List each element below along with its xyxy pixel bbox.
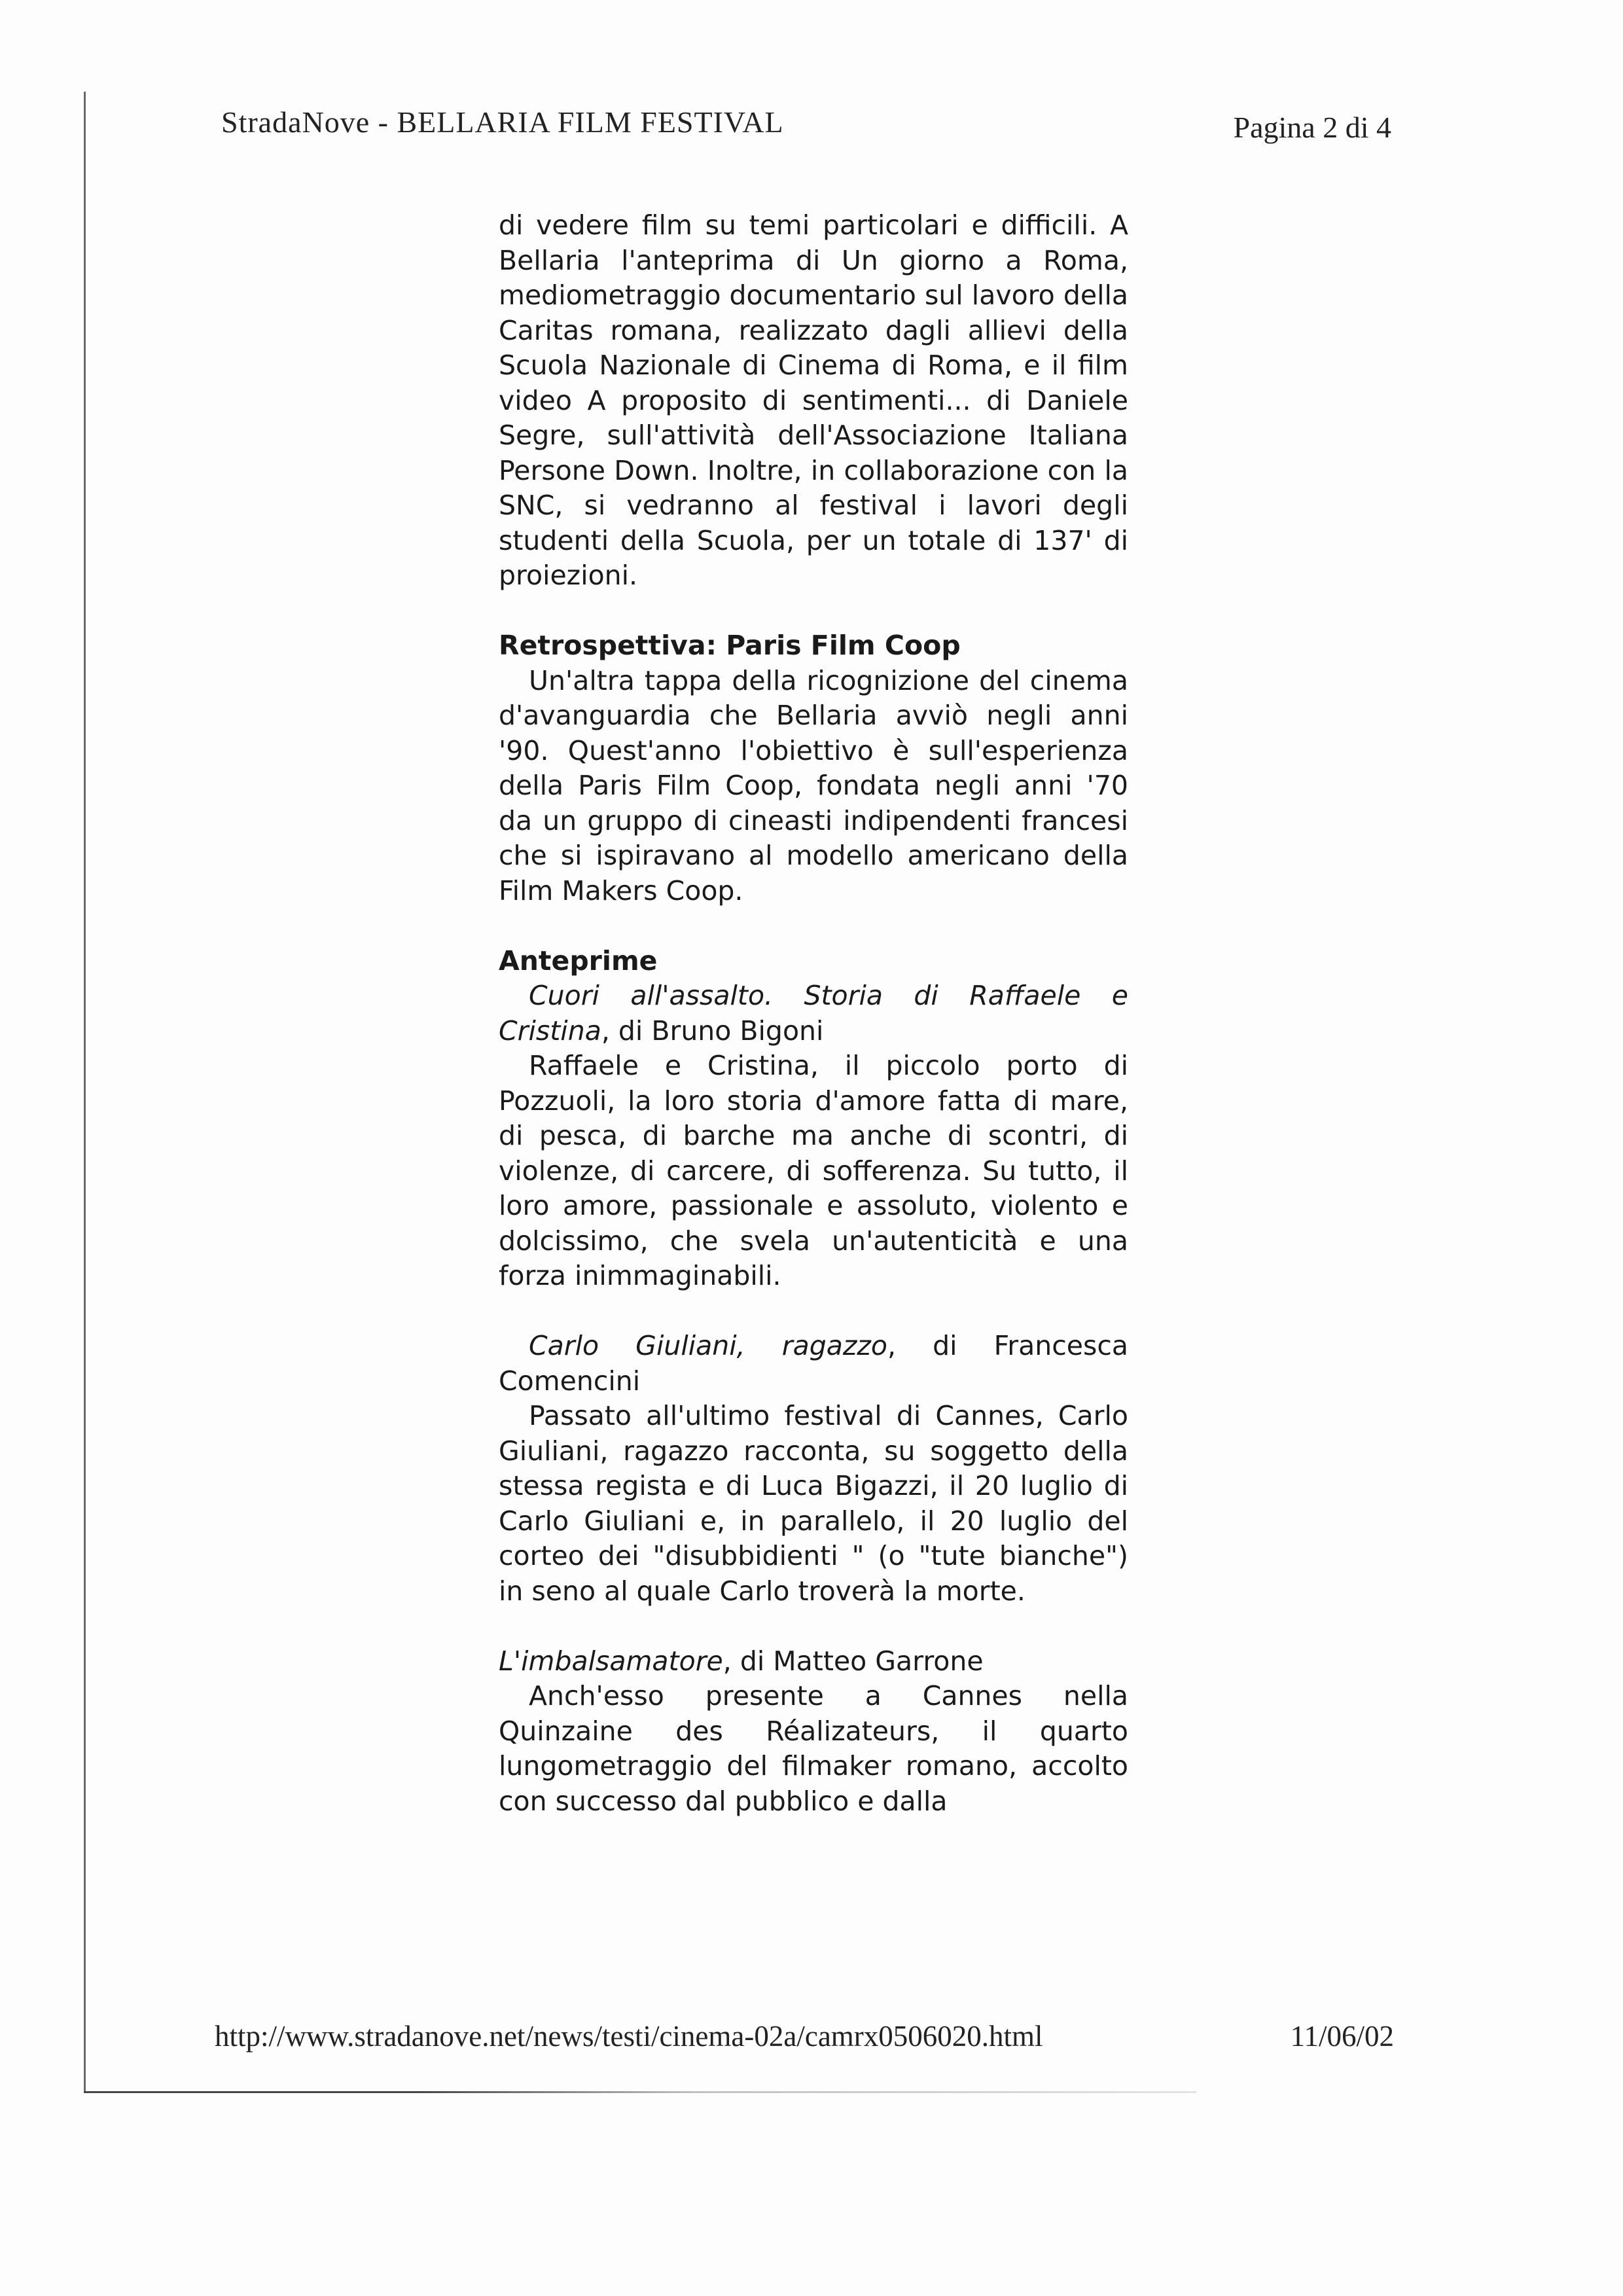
scan-border-left — [84, 92, 86, 2091]
film-director: , di Bruno Bigoni — [601, 1014, 824, 1047]
anteprime-heading: Anteprime — [499, 944, 658, 977]
film-description: Passato all'ultimo festival di Cannes, Carlo Giuliani, ragazzo racconta, su soggetto della stessa regista e di Luca Bigazzi, il 20 luglio di Carlo Giuliani e, in parallelo, il 20 luglio del corteo dei "disubbidienti " (o "tute bianche") in seno al quale Carlo troverà la morte. — [499, 1400, 1128, 1607]
header-page-number: Pagina 2 di 4 — [1233, 111, 1391, 144]
film-director: , di Francesca Comencini — [499, 1330, 1128, 1397]
spacer — [499, 1294, 1128, 1329]
retro-paragraph: Un'altra tappa della ricognizione del cinema d'avanguardia che Bellaria avviò negli anni '90. Quest'anno l'obiettivo è sull'esperienza della Paris Film Coop, fondata negli anni '70 da un gruppo di cineasti indipendenti francesi che si ispiravano al modello americano della Film Makers Coop. — [499, 664, 1128, 906]
film-description: Anch'esso presente a Cannes nella Quinzaine des Réalizateurs, il quarto lungometraggio del filmaker romano, accolto con successo dal pubblico e dalla — [499, 1680, 1128, 1817]
film-director: , di Matteo Garrone — [722, 1645, 984, 1677]
spacer — [499, 908, 1128, 944]
film-credit — [499, 1644, 1128, 1679]
spacer — [499, 1609, 1128, 1644]
retro-heading: Retrospettiva: Paris Film Coop — [499, 630, 961, 661]
footer-url: http://www.stradanove.net/news/testi/cinema-02a/camrx0506020.html — [215, 2020, 1043, 2053]
film-credit — [499, 978, 1128, 1049]
intro-paragraph: di vedere film su temi particolari e difficili. A Bellaria l'anteprima di Un giorno a Roma, mediometraggio documentario sul lavoro della Caritas romana, realizzato dagli allievi della Scuola Nazionale di Cinema di Roma, e il film video A proposito di sentimenti... di Daniele Segre, sull'attività dell'Associazione Italiana Persone Down. Inoltre, in collaborazione con la SNC, si vedranno al festival i lavori degli studenti della Scuola, per un totale di 137' di proiezioni. — [499, 209, 1128, 591]
footer-date: 11/06/02 — [1290, 2020, 1394, 2053]
film-credit — [499, 1329, 1128, 1399]
film-title: Cuori all'assalto. Storia di Raffaele e Cristina — [499, 980, 1128, 1047]
header-site-title: StradaNove - BELLARIA FILM FESTIVAL — [221, 105, 784, 139]
film-title: L'imbalsamatore — [499, 1645, 723, 1677]
film-description: Raffaele e Cristina, il piccolo porto di Pozzuoli, la loro storia d'amore fatta di mare, di pesca, di barche ma anche di scontri, di violenze, di carcere, di sofferenza. Su tutto, il loro amore, passionale e assoluto, violento e dolcissimo, che svela un'autenticità e una forza inimmaginabili. — [499, 1050, 1128, 1291]
spacer — [499, 594, 1128, 629]
scan-border-bottom — [84, 2091, 1196, 2093]
film-title: Carlo Giuliani, ragazzo — [529, 1330, 887, 1361]
article-column — [499, 208, 1128, 1819]
